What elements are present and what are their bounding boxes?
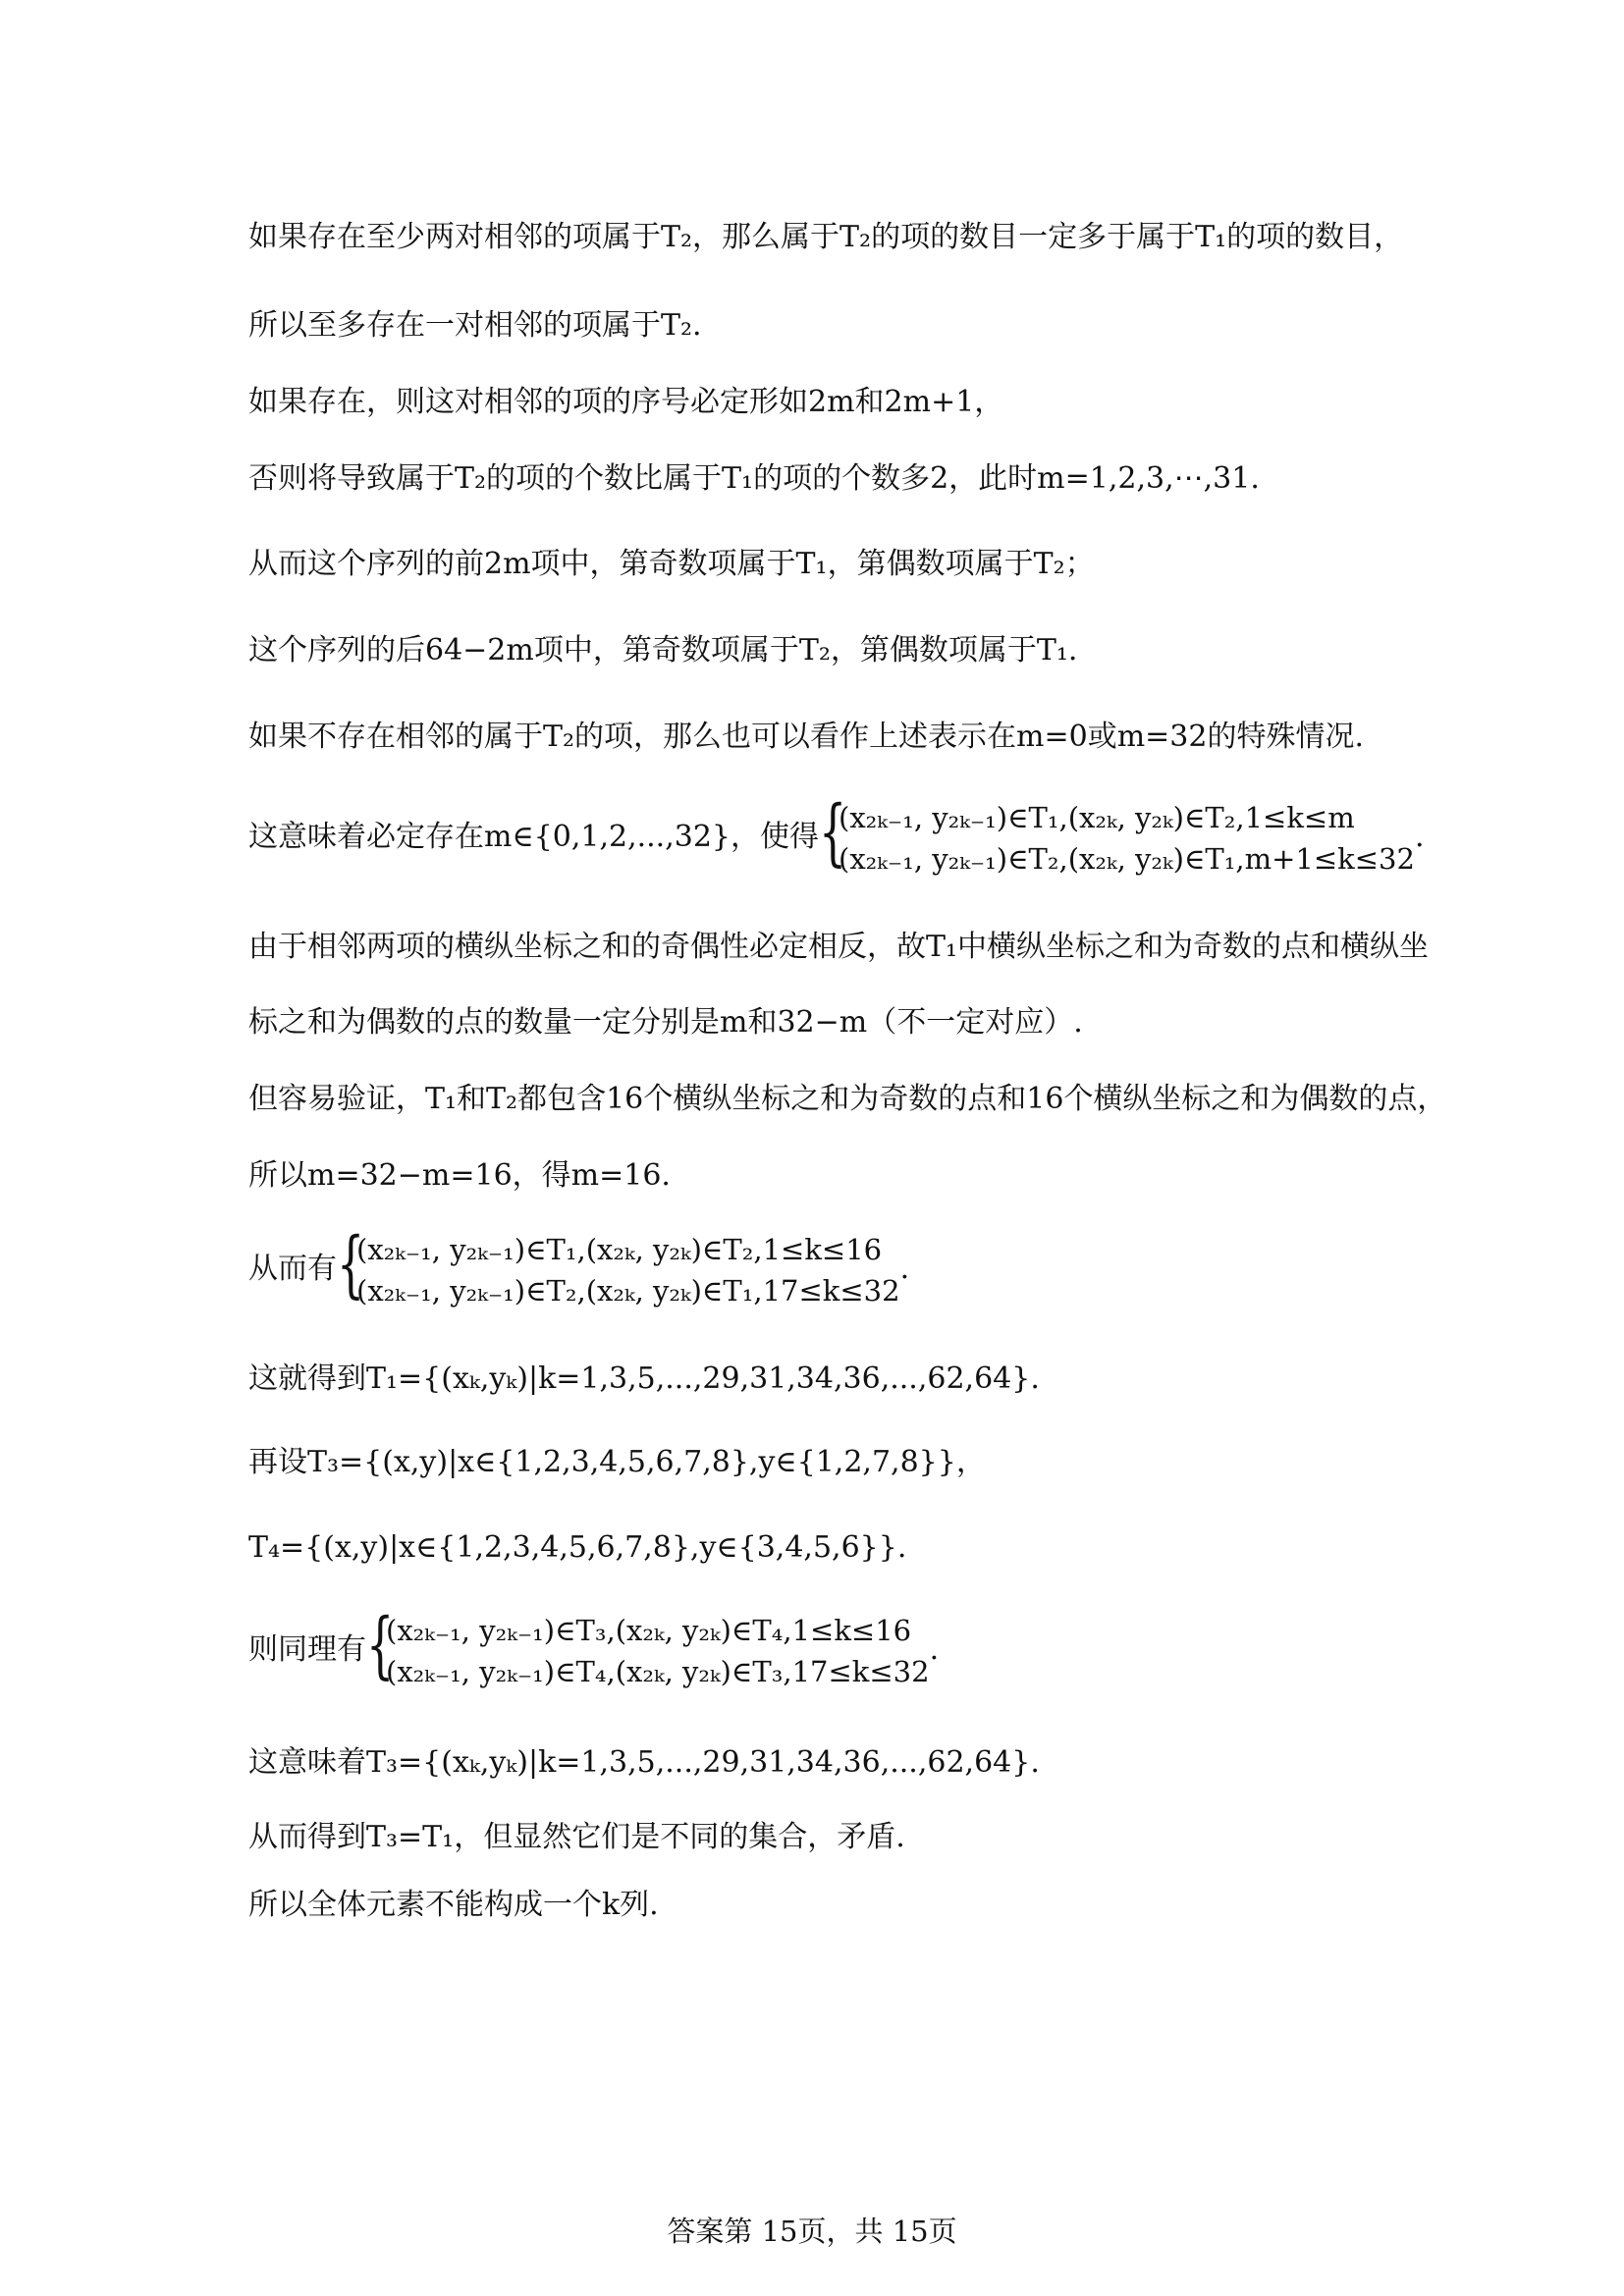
system-2-row-2: (x₂ₖ₋₁, y₂ₖ₋₁)∈T₂,(x₂ₖ, y₂ₖ)∈T₁,17≤k≤32 xyxy=(356,1274,900,1308)
text-line-4: 否则将导致属于T₂的项的个数比属于T₁的项的个数多2，此时m=1,2,3,⋯,31. xyxy=(248,461,1260,496)
text-line-1: 如果存在至少两对相邻的项属于T₂，那么属于T₂的项的数目一定多于属于T₁的项的数目， xyxy=(248,220,1404,254)
text-line-7: 如果不存在相邻的属于T₂的项，那么也可以看作上述表示在m=0或m=32的特殊情况. xyxy=(248,720,1365,754)
system-2-brace: { xyxy=(337,1222,365,1307)
text-line-3: 如果存在，则这对相邻的项的序号必定形如2m和2m+1， xyxy=(248,385,1004,419)
equation-system-1 xyxy=(248,790,1425,880)
system-3-row-2: (x₂ₖ₋₁, y₂ₖ₋₁)∈T₄,(x₂ₖ, y₂ₖ)∈T₃,17≤k≤32 xyxy=(386,1655,930,1688)
text-line-11: 所以m=32−m=16，得m=16. xyxy=(248,1158,671,1193)
system-3-row-1: (x₂ₖ₋₁, y₂ₖ₋₁)∈T₃,(x₂ₖ, y₂ₖ)∈T₄,1≤k≤16 xyxy=(386,1614,912,1647)
text-line-6: 这个序列的后64−2m项中，第奇数项属于T₂，第偶数项属于T₁. xyxy=(248,633,1078,667)
text-line-2: 所以至多存在一对相邻的项属于T₂. xyxy=(248,308,702,343)
system-3-prefix: 则同理有 xyxy=(248,1632,366,1667)
text-line-13: 再设T₃={(x,y)|x∈{1,2,3,4,5,6,7,8},y∈{1,2,7,8}}， xyxy=(248,1445,986,1479)
system-1-suffix: . xyxy=(1414,820,1425,854)
system-3-suffix: . xyxy=(929,1632,940,1667)
system-2-suffix: . xyxy=(899,1252,910,1286)
system-3-cases xyxy=(366,1603,930,1692)
text-line-14: T₄={(x,y)|x∈{1,2,3,4,5,6,7,8},y∈{3,4,5,6}}. xyxy=(248,1530,907,1565)
text-line-8: 由于相邻两项的横纵坐标之和的奇偶性必定相反，故T₁中横纵坐标之和为奇数的点和横纵坐 xyxy=(248,930,1430,964)
text-line-10: 但容易验证，T₁和T₂都包含16个横纵坐标之和为奇数的点和16个横纵坐标之和为偶数的点， xyxy=(248,1082,1447,1116)
text-line-5: 从而这个序列的前2m项中，第奇数项属于T₁，第偶数项属于T₂； xyxy=(248,547,1095,581)
system-1-prefix: 这意味着必定存在m∈{0,1,2,...,32}，使得 xyxy=(248,820,820,854)
text-line-12: 这就得到T₁={(xₖ,yₖ)|k=1,3,5,...,29,31,34,36,...,62,64}. xyxy=(248,1362,1040,1396)
system-2-cases xyxy=(337,1222,900,1311)
equation-system-3 xyxy=(248,1603,940,1692)
system-1-cases xyxy=(819,790,1415,880)
system-1-brace: { xyxy=(819,790,847,875)
text-line-16: 从而得到T₃=T₁，但显然它们是不同的集合，矛盾. xyxy=(248,1820,905,1854)
equation-system-2 xyxy=(248,1222,910,1311)
system-1-row-2: (x₂ₖ₋₁, y₂ₖ₋₁)∈T₂,(x₂ₖ, y₂ₖ)∈T₁,m+1≤k≤32 xyxy=(839,842,1415,876)
system-1-row-1: (x₂ₖ₋₁, y₂ₖ₋₁)∈T₁,(x₂ₖ, y₂ₖ)∈T₂,1≤k≤m xyxy=(839,801,1355,834)
text-line-15: 这意味着T₃={(xₖ,yₖ)|k=1,3,5,...,29,31,34,36,...,62,64}. xyxy=(248,1745,1040,1780)
system-2-prefix: 从而有 xyxy=(248,1252,337,1286)
text-line-17: 所以全体元素不能构成一个k列. xyxy=(248,1888,659,1922)
system-2-row-1: (x₂ₖ₋₁, y₂ₖ₋₁)∈T₁,(x₂ₖ, y₂ₖ)∈T₂,1≤k≤16 xyxy=(356,1233,883,1266)
page-footer: 答案第 15页，共 15页 xyxy=(667,2215,957,2248)
text-line-9: 标之和为偶数的点的数量一定分别是m和32−m（不一定对应）. xyxy=(248,1005,1083,1040)
system-3-brace: { xyxy=(366,1603,395,1687)
